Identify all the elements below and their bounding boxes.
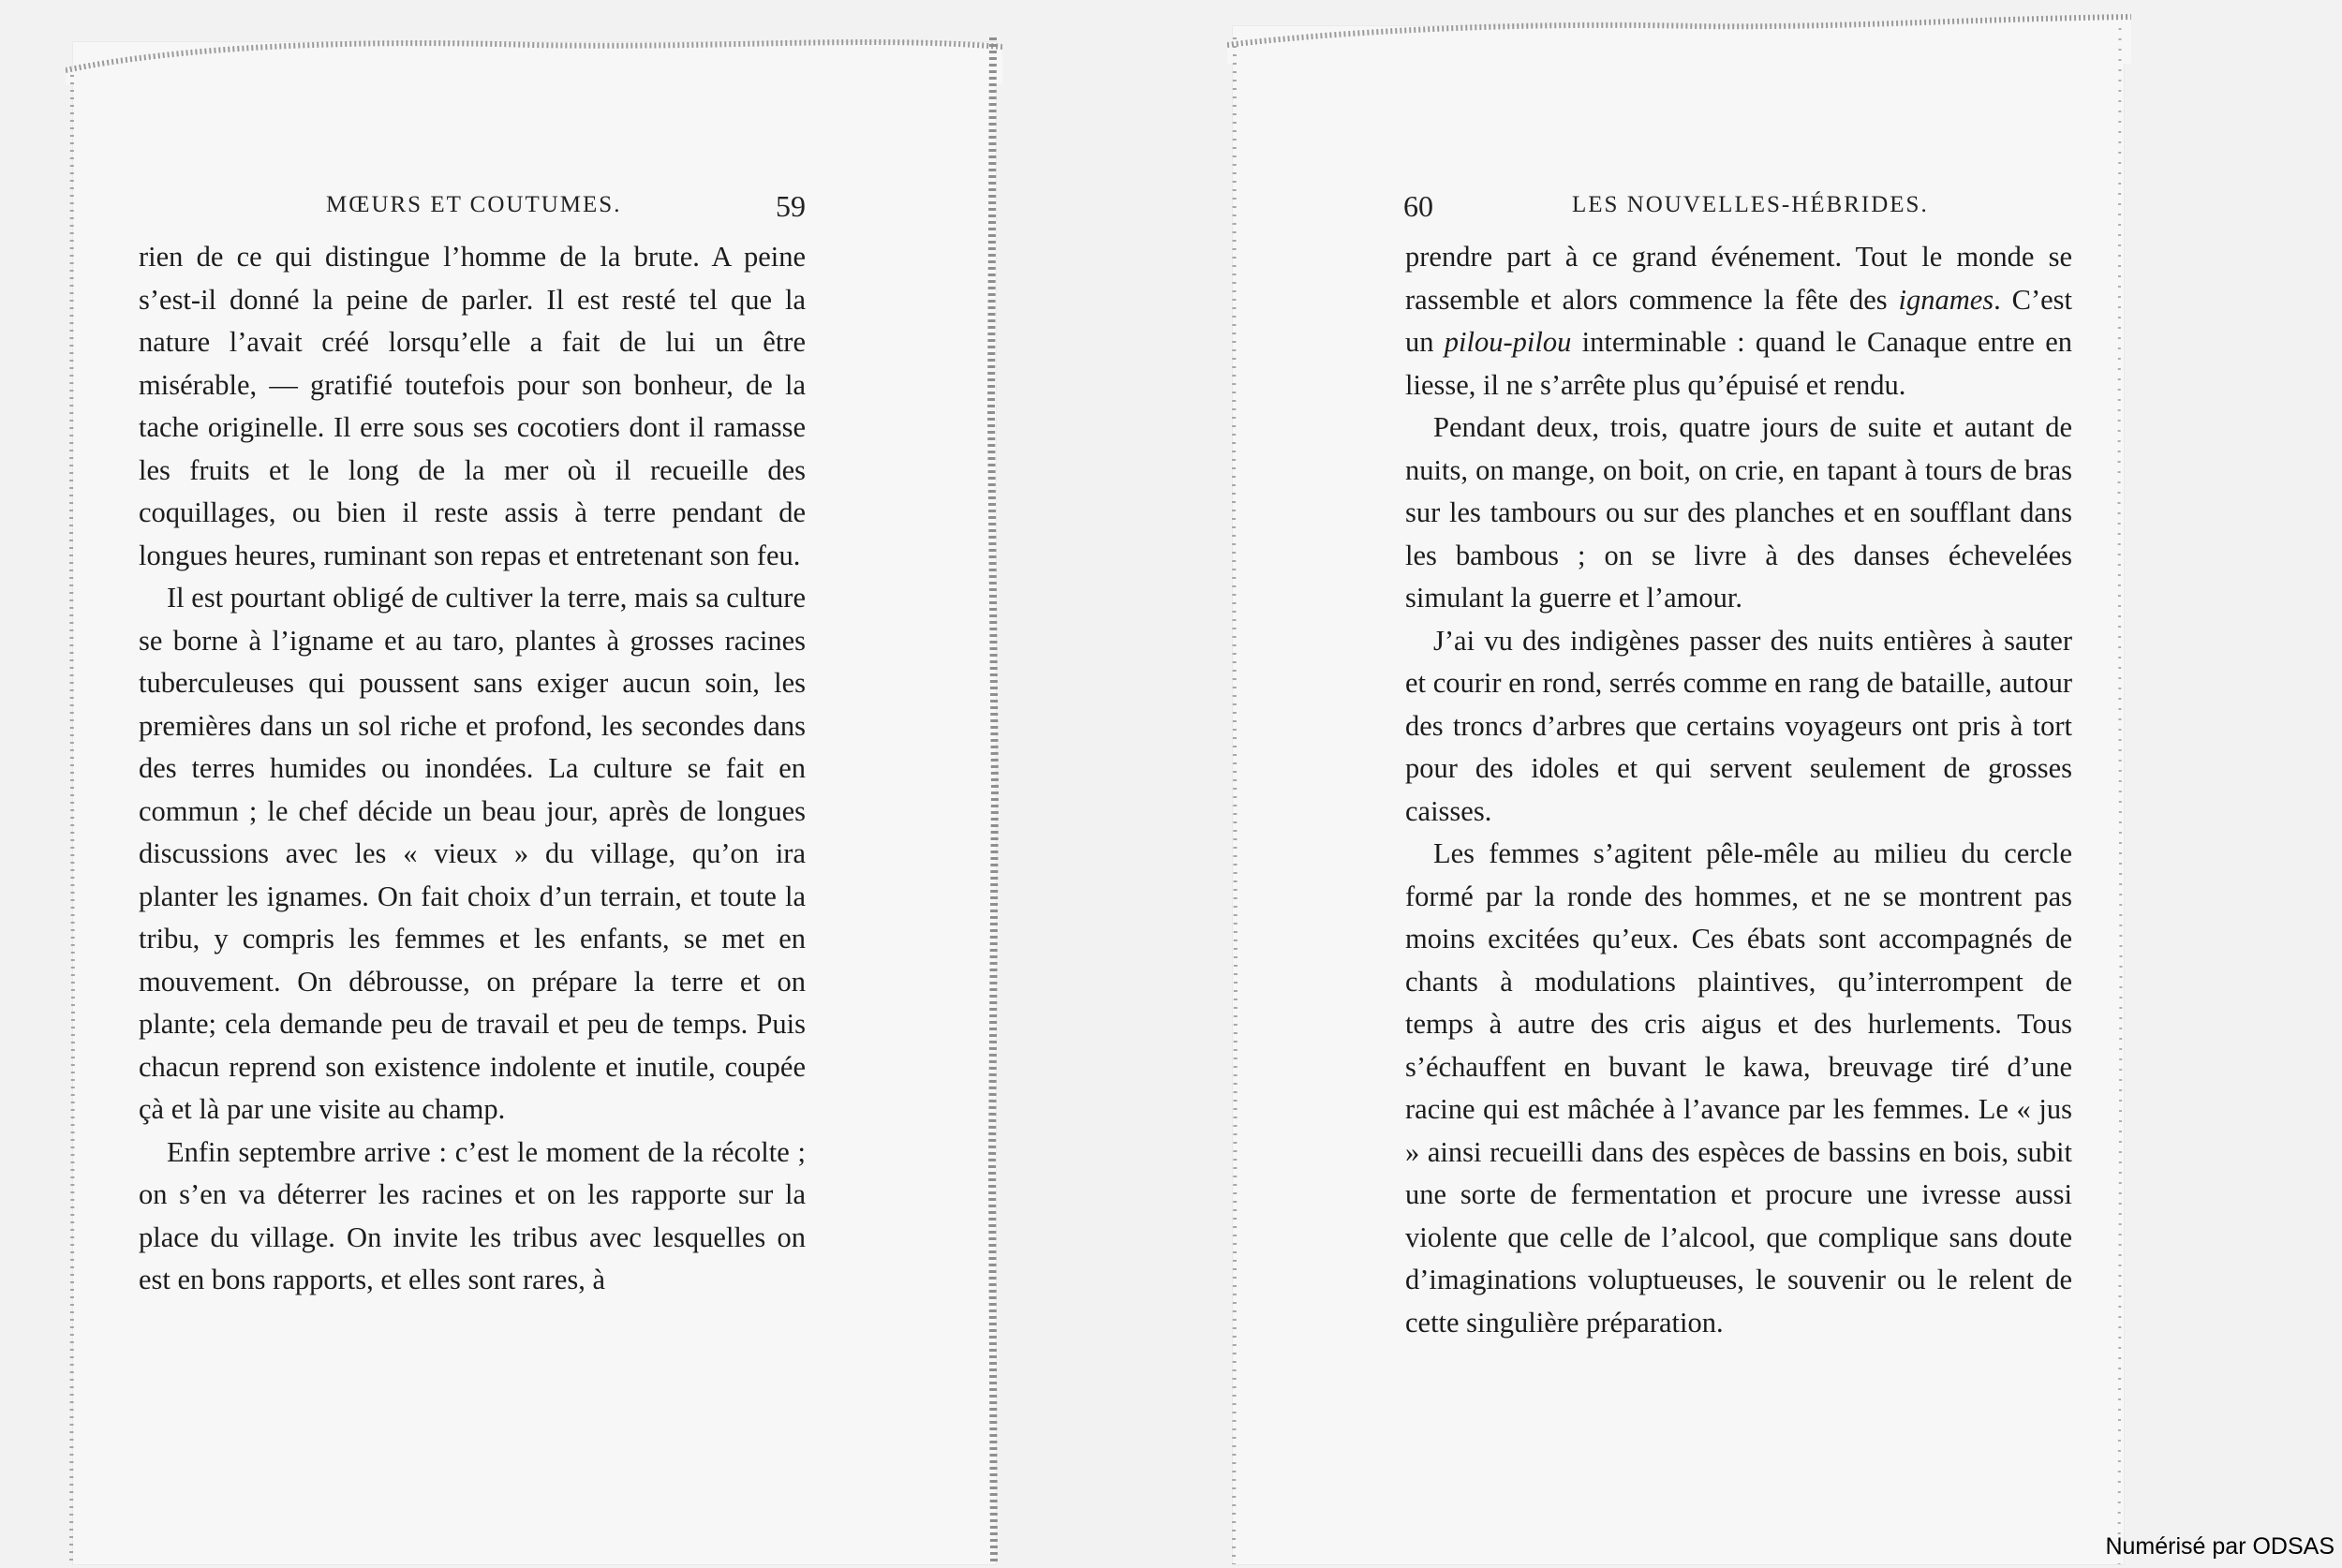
digitization-credit: Numérisé par ODSAS (2105, 1533, 2335, 1560)
right-running-head: LES NOUVELLES-HÉBRIDES. (1572, 192, 1929, 217)
right-paragraph-1: prendre part à ce grand événement. Tout le monde se rassemble et alors commence la fête des ignames. C’est un pilou-pilou interminable : quand le Canaque entre en liesse, il ne s’arrête plus qu’épuisé et rendu. (1405, 241, 2073, 401)
right-paragraph-4: Les femmes s’agitent pêle-mêle au milieu du cercle formé par la ronde des hommes, et ne se montrent pas moins excitées qu’eux. Ces ébats sont accompagnés de chants à modulations plaintives, qu’interrompent de temps à autre des cris aigus et des hurlements. Tous s’échauffent en buvant le kawa, breuvage tiré d’une racine qui est mâchée à l’avance par les femmes. Le « jus » ainsi recueilli dans des espèces de bassins en bois, subit une sorte de fermentation et procure une ivresse aussi violente que celle de l’alcool, que complique sans doute d’imaginations voluptueuses, le souvenir ou le relent de cette singulière préparation. (1405, 837, 2072, 1339)
italic-pilou-pilou: pilou-pilou (1444, 326, 1572, 358)
right-paragraph-3: J’ai vu des indigènes passer des nuits entières à sauter et courir en rond, serrés comme en rang de bataille, autour des troncs d’arbres que certains voyageurs ont pris à tort pour des idoles et qui servent seulement de grosses caisses. (1405, 624, 2072, 827)
right-page-number: 60 (1403, 189, 1433, 223)
left-paragraph-2: Il est pourtant obligé de cultiver la terre, mais sa culture se borne à l’igname et au taro, plantes à grosses racines tuberculeuses qui poussent sans exiger aucun soin, les premières dans un sol riche et profond, les secondes dans des terres humides ou inondées. La culture se fait en commun ; le chef décide un beau jour, après de longues discussions avec les « vieux » du village, qu’on ira planter les ignames. On fait choix d’un terrain, et toute la tribu, y compris les femmes et les enfants, se met en mouvement. On débrousse, on prépare la terre et on plante; cela demande peu de travail et peu de temps. Puis chacun reprend son existence indolente et inutile, coupée çà et là par une visite au champ. (139, 582, 806, 1125)
left-paragraph-3: Enfin septembre arrive : c’est le moment de la récolte ; on s’en va déterrer les racines et on les rapporte sur la place du village. On invite les tribus avec lesquelles on est en bons rapports, et elles sont rares, à (139, 1135, 806, 1295)
left-page-body (139, 236, 806, 1302)
left-page-number: 59 (776, 189, 806, 223)
italic-ignames: ignames (1898, 283, 1994, 316)
right-page-body (1405, 236, 2072, 1344)
left-paragraph-1: rien de ce qui distingue l’homme de la brute. A peine s’est-il donné la peine de parler. Il est resté tel que la nature l’avait créé lorsqu’elle a fait de lui un être misérable, — gratifié toutefois pour son bonheur, de la tache originelle. Il erre sous ses cocotiers dont il ramasse les fruits et le long de la mer où il recueille des coquillages, ou bien il reste assis à terre pendant de longues heures, ruminant son repas et entretenant son feu. (139, 241, 806, 571)
left-running-head: MŒURS ET COUTUMES. (326, 192, 622, 217)
right-paragraph-2: Pendant deux, trois, quatre jours de suite et autant de nuits, on mange, on boit, on crie, en tapant à tours de bras sur les tambours ou sur des planches et en soufflant dans les bambous ; on se livre à des danses échevelées simulant la guerre et l’amour. (1405, 411, 2072, 614)
